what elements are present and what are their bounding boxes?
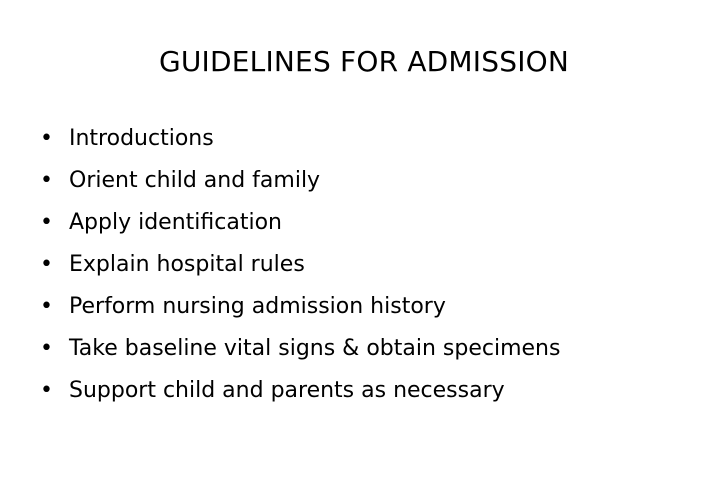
bullet-icon: • <box>40 126 53 151</box>
slide-title: GUIDELINES FOR ADMISSION <box>158 45 570 78</box>
list-item <box>40 202 710 244</box>
list-item <box>40 244 710 286</box>
list-item <box>40 370 710 412</box>
bullet-text: Take baseline vital signs & obtain specimens <box>69 336 561 361</box>
bullet-text: Introductions <box>69 126 214 151</box>
bullet-text: Support child and parents as necessary <box>69 378 505 403</box>
bullet-icon: • <box>40 336 53 361</box>
bullet-text: Explain hospital rules <box>69 252 305 277</box>
bullet-text: Orient child and family <box>69 168 321 193</box>
list-item <box>40 328 710 370</box>
bullet-icon: • <box>40 294 53 319</box>
bullet-icon: • <box>40 168 53 193</box>
list-item <box>40 160 710 202</box>
list-item <box>40 286 710 328</box>
bullet-text: Apply identification <box>69 210 282 235</box>
bullet-icon: • <box>40 252 53 277</box>
bullet-icon: • <box>40 378 53 403</box>
bullet-list <box>40 118 710 412</box>
bullet-text: Perform nursing admission history <box>69 294 446 319</box>
list-item <box>40 118 710 160</box>
bullet-icon: • <box>40 210 53 235</box>
